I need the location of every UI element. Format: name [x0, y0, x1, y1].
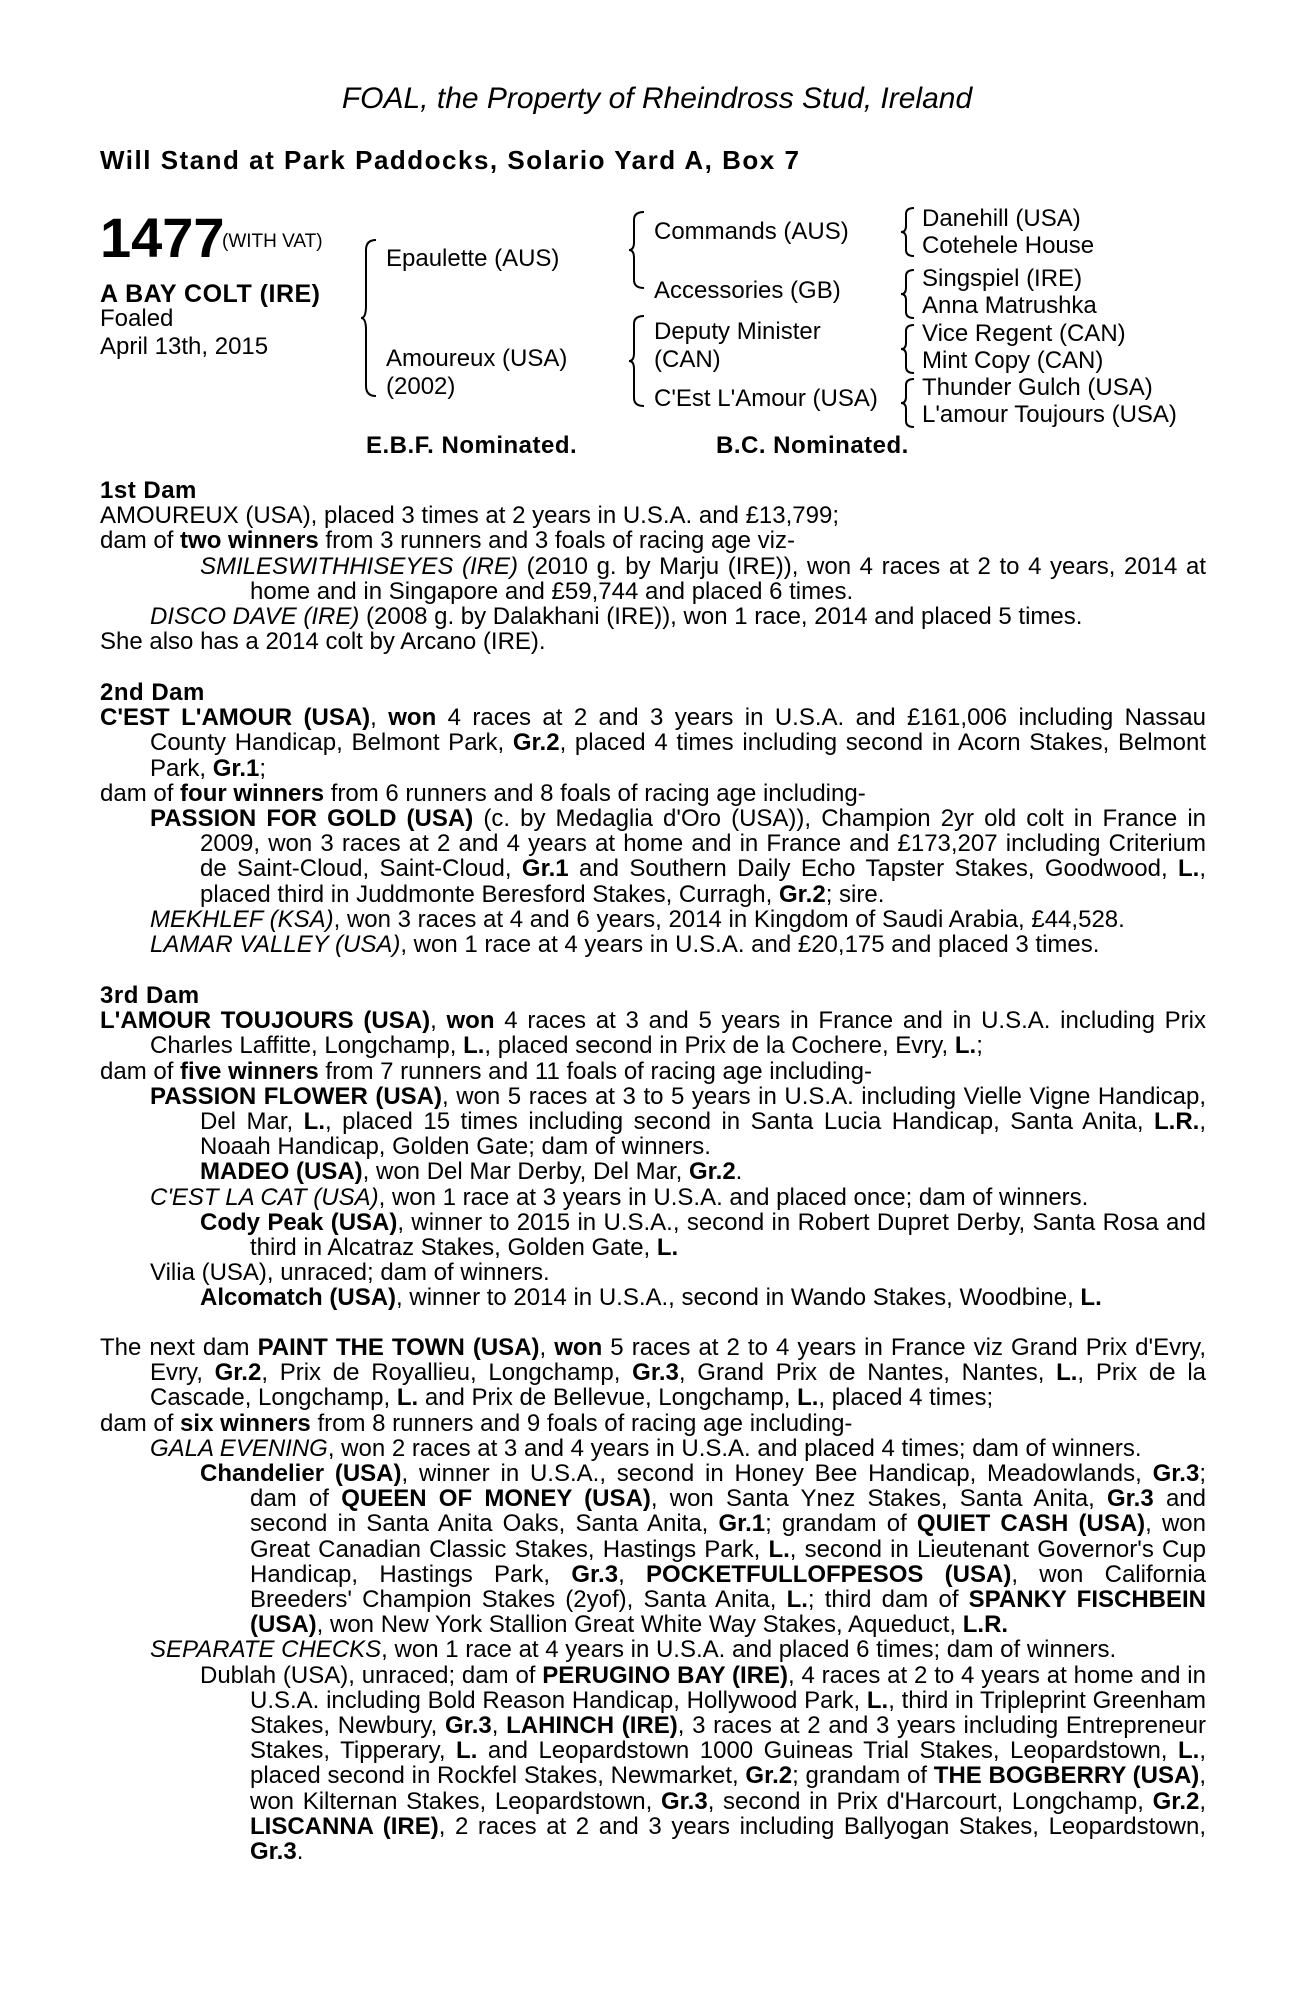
- third-dam-heading: 3rd Dam: [100, 982, 200, 1009]
- progeny-entry: Vilia (USA), unraced; dam of winners.: [150, 1259, 550, 1287]
- ds-sire-name: Vice Regent (CAN): [922, 320, 1126, 347]
- sire-name: Epaulette (AUS): [386, 245, 560, 272]
- sd-brace: [900, 268, 920, 320]
- first-dam-produce: dam of two winners from 3 runners and 3 foals of racing age viz-: [100, 527, 795, 555]
- progeny-entry: GALA EVENING, won 2 races at 3 and 4 years in U.S.A. and placed 4 times; dam of winners.: [150, 1434, 1142, 1462]
- sd-dam-name: Anna Matrushka: [922, 292, 1097, 319]
- second-dam-record: C'EST L'AMOUR (USA), won 4 races at 2 and 3 years in U.S.A. and £161,006 including Nassau County Handicap, Belmont Park, Gr.2, placed 4 times including second in Acorn Stakes, Belmont Park, Gr.1;: [100, 704, 1206, 782]
- sire-parents-brace: [628, 210, 650, 290]
- sire-sire-name: Commands (AUS): [654, 218, 849, 245]
- progeny-entry: PASSION FLOWER (USA), won 5 races at 3 to 5 years in U.S.A. including Vielle Vigne Handicap, Del Mar, L., placed 15 times including second in Santa Lucia Handicap, Santa Anita, L.R., Noaah Handicap, Golden Gate; dam of winners.: [150, 1082, 1207, 1161]
- bc-nominated: B.C. Nominated.: [716, 432, 909, 459]
- lot-description: A BAY COLT (IRE): [100, 280, 321, 308]
- second-dam-heading: 2nd Dam: [100, 679, 205, 706]
- foaled-label: Foaled: [100, 305, 174, 332]
- next-dam-section: [100, 1335, 1206, 1864]
- first-dam-record: AMOUREUX (USA), placed 3 times at 2 years in U.S.A. and £13,799;: [100, 502, 839, 530]
- grand-progeny-entry: Alcomatch (USA), winner to 2014 in U.S.A., second in Wando Stakes, Woodbine, L.: [200, 1284, 1102, 1312]
- grand-progeny-entry: Chandelier (USA), winner in U.S.A., second in Honey Bee Handicap, Meadowlands, Gr.3; dam of QUEEN OF MONEY (USA), won Santa Ynez Stakes, Santa Anita, Gr.3 and second in Santa Anita Oaks, Santa Anita, Gr.1; grandam of QUIET CASH (USA), won Great Canadian Classic Stakes, Hastings Park, L., second in Lieutenant Governor's Cup Handicap, Hastings Park, Gr.3, POCKETFULLOFPESOS (USA), won California Breeders' Champion Stakes (2yof), Santa Anita, L.; third dam of SPANKY FISCHBEIN (USA), won New York Stallion Great White Way Stakes, Aqueduct, L.R.: [200, 1460, 1207, 1639]
- ss-dam-name: Cotehele House: [922, 232, 1095, 259]
- second-dam-section: [100, 680, 1206, 957]
- progeny-entry: PASSION FOR GOLD (USA) (c. by Medaglia d'Oro (USA)), Champion 2yr old colt in France in 2009, won 3 races at 2 and 4 years at home and in France and £173,207 including Criterium de Saint-Cloud, Saint-Cloud, Gr.1 and Southern Daily Echo Tapster Stakes, Goodwood, L., placed third in Juddmonte Beresford Stakes, Curragh, Gr.2; sire.: [150, 805, 1207, 908]
- progeny-entry: SEPARATE CHECKS, won 1 race at 4 years in U.S.A. and placed 6 times; dam of winners.: [150, 1636, 1117, 1664]
- grand-progeny-entry: Cody Peak (USA), winner to 2015 in U.S.A., second in Robert Dupret Derby, Santa Rosa and third in Alcatraz Stakes, Golden Gate, L.: [200, 1208, 1206, 1262]
- first-dam-note: She also has a 2014 colt by Arcano (IRE).: [100, 628, 546, 656]
- lot-vat: (WITH VAT): [222, 231, 323, 252]
- ebf-nominated: E.B.F. Nominated.: [366, 432, 578, 459]
- dd-sire-name: Thunder Gulch (USA): [922, 374, 1153, 401]
- ss-sire-name: Danehill (USA): [922, 205, 1081, 232]
- progeny-entry: DISCO DAVE (IRE) (2008 g. by Dalakhani (IRE)), won 1 race, 2014 and placed 5 times.: [150, 603, 1083, 631]
- ds-dam-name: Mint Copy (CAN): [922, 347, 1104, 374]
- sire-dam-name: Accessories (GB): [654, 277, 841, 304]
- third-dam-section: [100, 983, 1206, 1311]
- next-dam-produce: dam of six winners from 8 runners and 9 foals of racing age including-: [100, 1409, 853, 1437]
- dam-sire-name: Deputy Minister (CAN): [654, 318, 821, 374]
- dd-brace: [900, 377, 920, 429]
- first-dam-heading: 1st Dam: [100, 477, 197, 504]
- ss-brace: [900, 206, 920, 258]
- dam-parents-brace: [628, 314, 650, 408]
- sire-dam-brace: [360, 238, 382, 398]
- grand-progeny-entry: Dublah (USA), unraced; dam of PERUGINO BAY (IRE), 4 races at 2 to 4 years at home and in U.S.A. including Bold Reason Handicap, Hollywood Park, L., third in Tripleprint Greenham Stakes, Newbury, Gr.3, LAHINCH (IRE), 3 races at 2 and 3 years including Entrepreneur Stakes, Tipperary, L. and Leopardstown 1000 Guineas Trial Stakes, Leopardstown, L., placed second in Rockfel Stakes, Newmarket, Gr.2; grandam of THE BOGBERRY (USA), won Kilternan Stakes, Leopardstown, Gr.3, second in Prix d'Harcourt, Longchamp, Gr.2, LISCANNA (IRE), 2 races at 2 and 3 years including Ballyogan Stakes, Leopardstown, Gr.3.: [200, 1661, 1207, 1866]
- page-title: FOAL, the Property of Rheindross Stud, Ireland: [341, 82, 973, 115]
- dam-name: Amoureux (USA) (2002): [386, 345, 568, 401]
- ds-brace: [900, 323, 920, 375]
- foaled-info: [100, 305, 268, 361]
- lot-number: 1477: [100, 206, 225, 269]
- next-dam-record: The next dam PAINT THE TOWN (USA), won 5 races at 2 to 4 years in France viz Grand Prix d'Evry, Evry, Gr.2, Prix de Royallieu, Longchamp, Gr.3, Grand Prix de Nantes, Nantes, L., Prix de la Cascade, Longchamp, L. and Prix de Bellevue, Longchamp, L., placed 4 times;: [100, 1334, 1206, 1412]
- progeny-entry: C'EST LA CAT (USA), won 1 race at 3 years in U.S.A. and placed once; dam of winners.: [150, 1183, 1089, 1211]
- grand-progeny-entry: MADEO (USA), won Del Mar Derby, Del Mar, Gr.2.: [200, 1158, 743, 1186]
- sd-sire-name: Singspiel (IRE): [922, 265, 1083, 292]
- progeny-entry: MEKHLEF (KSA), won 3 races at 4 and 6 years, 2014 in Kingdom of Saudi Arabia, £44,528.: [150, 905, 1125, 933]
- progeny-entry: SMILESWITHHISEYES (IRE) (2010 g. by Marju (IRE)), won 4 races at 2 to 4 years, 2014 at home and in Singapore and £59,744 and placed 6 times.: [200, 552, 1206, 605]
- first-dam-section: [100, 478, 1206, 654]
- stand-location: Will Stand at Park Paddocks, Solario Yard A, Box 7: [100, 145, 801, 175]
- second-dam-produce: dam of four winners from 6 runners and 8 foals of racing age including-: [100, 779, 866, 807]
- progeny-entry: LAMAR VALLEY (USA), won 1 race at 4 years in U.S.A. and £20,175 and placed 3 times.: [150, 931, 1100, 959]
- third-dam-record: L'AMOUR TOUJOURS (USA), won 4 races at 3 and 5 years in France and in U.S.A. including Prix Charles Laffitte, Longchamp, L., placed second in Prix de la Cochere, Evry, L.;: [100, 1007, 1206, 1060]
- foaled-date: April 13th, 2015: [100, 333, 269, 361]
- dam-dam-name: C'Est L'Amour (USA): [654, 385, 878, 412]
- dd-dam-name: L'amour Toujours (USA): [922, 401, 1177, 428]
- third-dam-produce: dam of five winners from 7 runners and 11 foals of racing age including-: [100, 1057, 872, 1085]
